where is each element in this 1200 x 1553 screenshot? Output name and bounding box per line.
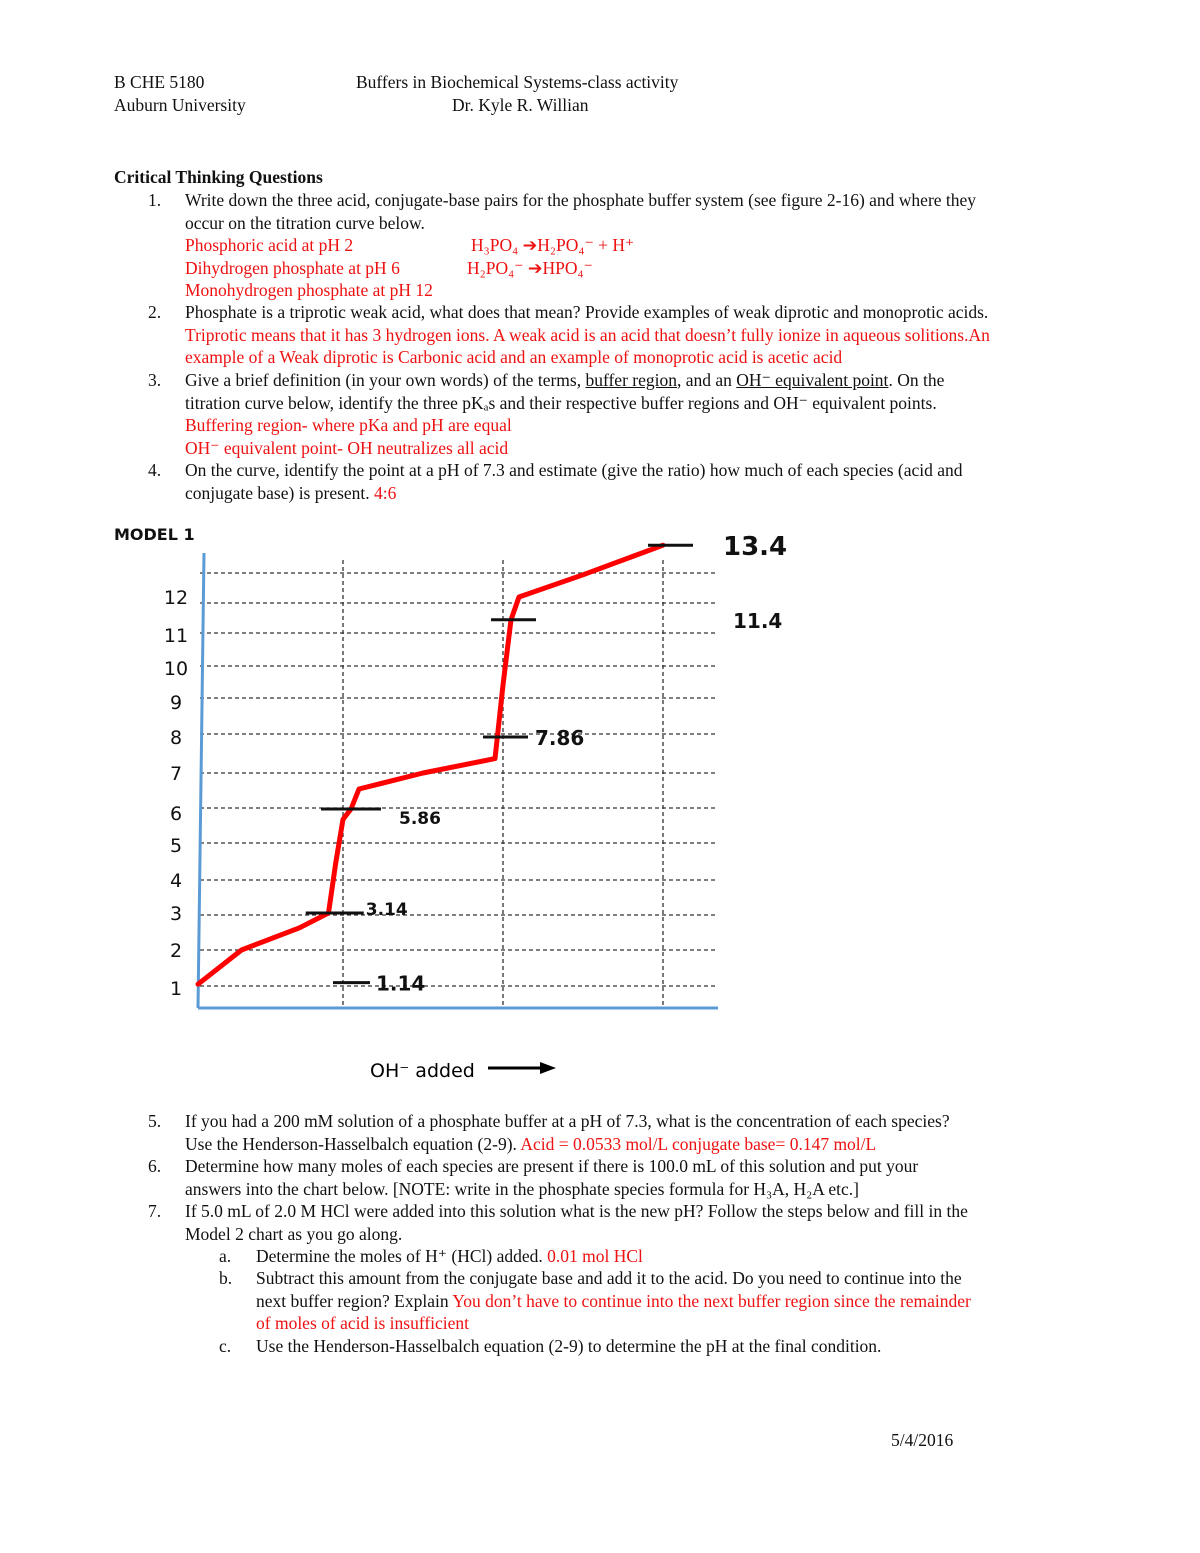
- question-text: occur on the titration curve below.: [185, 212, 425, 233]
- answer-formula: H₃PO₄ ➔H₂PO₄⁻ + H⁺: [471, 235, 635, 255]
- question-text: Write down the three acid, conjugate-base pairs for the phosphate buffer system (see figure 2-16) and where they: [185, 190, 977, 210]
- sub-number: c.: [219, 1336, 232, 1356]
- y-axis-ticks: [164, 587, 188, 1000]
- question-text: If 5.0 mL of 2.0 M HCl were added into this solution what is the new pH? Follow the steps below and fill in the: [185, 1201, 968, 1221]
- annotation-label: 1.14: [376, 971, 426, 996]
- answer-text: of moles of acid is insufficient: [256, 1313, 470, 1333]
- y-tick-label: 9: [169, 692, 183, 714]
- term-equivalent-point: OH⁻ equivalent point: [736, 370, 889, 390]
- y-tick-label: 11: [163, 625, 189, 647]
- document-title: Buffers in Biochemical Systems-class activity: [356, 72, 679, 92]
- sub-number: a.: [219, 1246, 232, 1266]
- y-tick-label: 4: [169, 870, 183, 892]
- answer-text: 0.01 mol HCl: [547, 1246, 643, 1266]
- y-tick-label: 5: [169, 835, 183, 857]
- y-tick-label: 3: [169, 903, 183, 925]
- annotation-label: 5.86: [399, 809, 441, 829]
- y-tick-label: 7: [169, 763, 183, 785]
- answer-text: example of a Weak diprotic is Carbonic acid and an example of monoprotic acid is acetic acid: [185, 347, 843, 367]
- question-number: 6.: [148, 1156, 162, 1176]
- university: Auburn University: [114, 95, 246, 115]
- titration-curve-chart: [0, 525, 1200, 1085]
- answer-text: Phosphoric acid at pH 2: [185, 235, 354, 255]
- answer-formula: H₂PO₄⁻ ➔HPO₄⁻: [467, 257, 593, 278]
- question-text: titration curve below, identify the three pKₐs and their respective buffer regions and OH⁻ equivalent points.: [185, 392, 937, 413]
- instructor: Dr. Kyle R. Willian: [452, 95, 589, 115]
- y-tick-label: 2: [169, 940, 183, 962]
- annotation-label: 13.4: [723, 532, 788, 563]
- question-text: next buffer region? Explain: [256, 1290, 453, 1311]
- arrow-right-icon: [488, 1062, 556, 1074]
- question-text: Model 2 chart as you go along.: [185, 1223, 403, 1244]
- section-title: Critical Thinking Questions: [114, 167, 323, 187]
- footer-date: 5/4/2016: [891, 1430, 954, 1450]
- answer-text: You don’t have to continue into the next buffer region since the remainder: [452, 1290, 971, 1311]
- answer-text: OH⁻ equivalent point- OH neutralizes all acid: [185, 437, 509, 458]
- question-text: Give a brief definition (in your own words) of the terms,: [185, 370, 586, 390]
- question-number: 3.: [148, 370, 162, 390]
- y-tick-label: 12: [163, 587, 189, 609]
- sub-number: b.: [219, 1268, 233, 1288]
- question-text: Determine the moles of H⁺ (HCl) added.: [256, 1246, 548, 1266]
- answer-text: Dihydrogen phosphate at pH 6: [185, 257, 400, 278]
- annotation-label: 7.86: [535, 726, 585, 750]
- chart-grid: [200, 560, 718, 1006]
- question-text: Determine how many moles of each species are present if there is 100.0 mL of this solution and put your: [185, 1156, 919, 1176]
- y-axis: [198, 553, 204, 1008]
- annotation-labels: [366, 532, 787, 995]
- y-tick-label: 1: [169, 978, 183, 1000]
- question-text: . On the: [888, 370, 945, 390]
- answer-text: Triprotic means that it has 3 hydrogen ions. A weak acid is an acid that doesn’t fully ionize in aqueous solitions.An: [185, 324, 990, 345]
- term-buffer-region: buffer region: [585, 370, 677, 390]
- question-text: Phosphate is a triprotic weak acid, what does that mean? Provide examples of weak diprotic and monoprotic acids.: [185, 302, 989, 322]
- answer-text: Monohydrogen phosphate at pH 12: [185, 280, 433, 300]
- question-text: conjugate base) is present.: [185, 482, 375, 503]
- y-tick-label: 10: [163, 658, 189, 680]
- annotation-label: 3.14: [365, 900, 408, 920]
- question-text: If you had a 200 mM solution of a phosphate buffer at a pH of 7.3, what is the concentration of each species?: [185, 1111, 950, 1131]
- y-tick-label: 6: [169, 803, 183, 825]
- y-tick-label: 8: [169, 727, 183, 749]
- question-text: Use the Henderson-Hasselbalch equation (2-9) to determine the pH at the final condition.: [256, 1336, 882, 1356]
- model-label: MODEL 1: [114, 525, 195, 544]
- annotation-marks: [306, 545, 693, 982]
- question-text: , and an: [677, 370, 737, 390]
- answer-text: 4:6: [374, 482, 397, 503]
- question-text: Subtract this amount from the conjugate base and add it to the acid. Do you need to continue into the: [256, 1268, 962, 1288]
- answer-text: Acid = 0.0533 mol/L conjugate base= 0.147 mol/L: [520, 1133, 877, 1154]
- question-text: Use the Henderson-Hasselbalch equation (2-9).: [185, 1133, 521, 1154]
- titration-curve: [198, 545, 663, 984]
- question-text: answers into the chart below. [NOTE: write in the phosphate species formula for H₃A, H₂A etc.]: [185, 1178, 859, 1199]
- question-number: 7.: [148, 1201, 162, 1221]
- question-number: 5.: [148, 1111, 162, 1131]
- course-code: B CHE 5180: [114, 72, 205, 92]
- annotation-label: 11.4: [733, 608, 783, 633]
- question-number: 4.: [148, 460, 162, 480]
- answer-text: Buffering region- where pKa and pH are equal: [185, 415, 512, 435]
- x-axis-label: OH⁻ added: [370, 1060, 475, 1082]
- question-number: 1.: [148, 190, 162, 210]
- question-number: 2.: [148, 302, 162, 322]
- question-text: On the curve, identify the point at a pH of 7.3 and estimate (give the ratio) how much of each species (acid and: [185, 460, 963, 480]
